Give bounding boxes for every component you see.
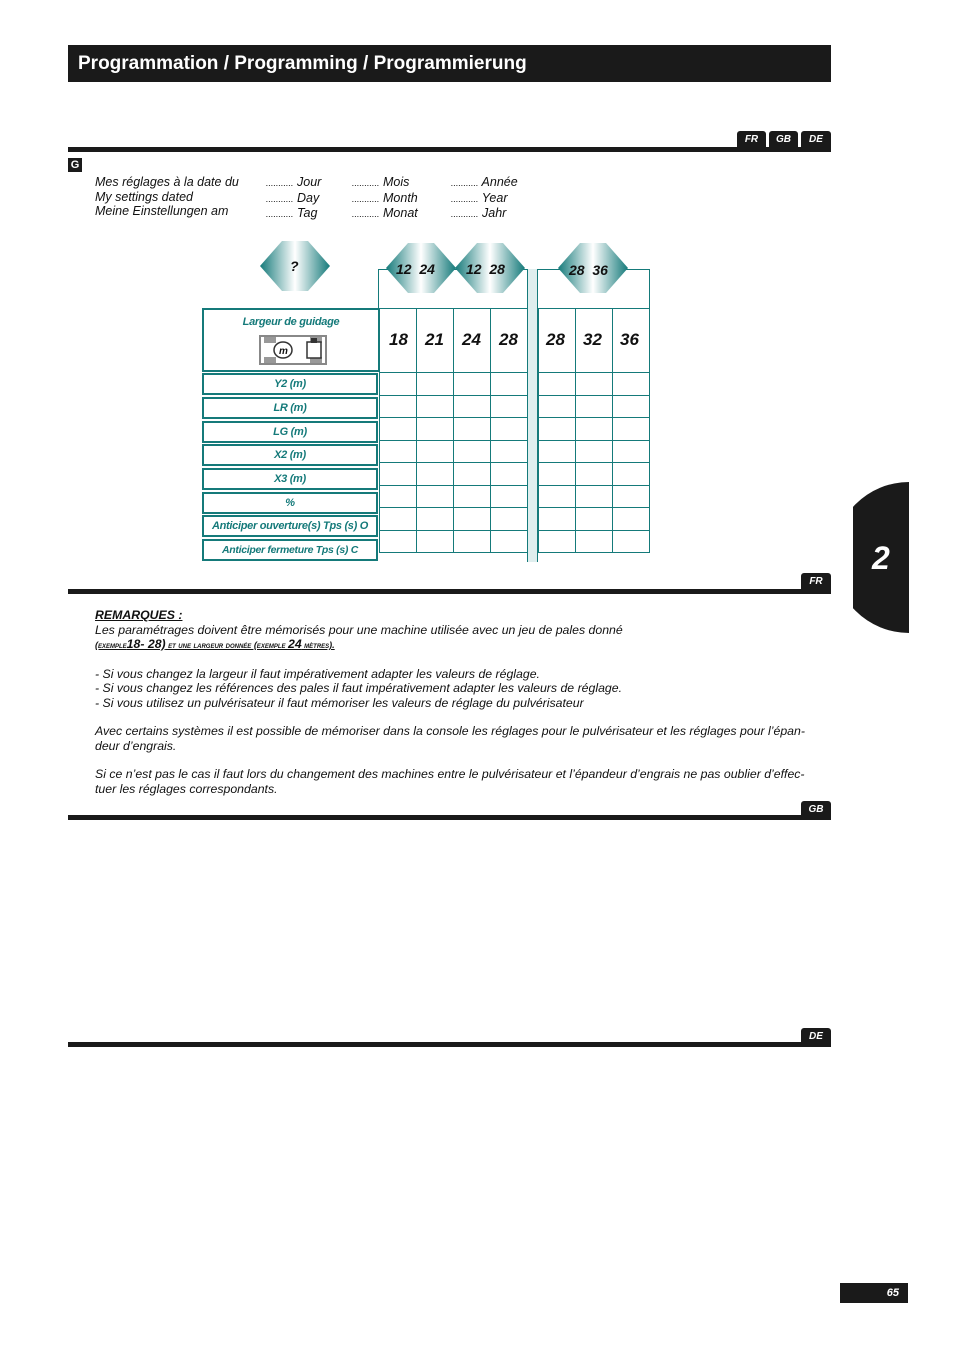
dots: ...........	[352, 178, 380, 188]
section-divider	[68, 589, 831, 594]
vane-b: 36	[592, 262, 608, 278]
lang-tab-gb	[769, 131, 798, 148]
dots: ...........	[451, 209, 479, 219]
chapter-number: 2	[872, 540, 890, 576]
width-value: 32	[583, 330, 602, 349]
input-cell[interactable]	[417, 395, 454, 418]
input-cell[interactable]	[491, 530, 528, 553]
row-label-lr: LR (m)	[202, 397, 378, 419]
width-value: 24	[462, 330, 481, 349]
table-gap-column	[527, 269, 538, 562]
input-cell[interactable]	[380, 485, 417, 508]
year-field[interactable]	[451, 175, 518, 222]
dots: ...........	[352, 209, 380, 219]
input-cell[interactable]	[576, 373, 613, 396]
vane-a: 12	[396, 261, 412, 277]
page-title: Programmation / Programming / Programmierung	[78, 53, 527, 74]
input-cell[interactable]	[539, 373, 576, 396]
dots: ...........	[266, 209, 294, 219]
dots: ...........	[451, 178, 479, 188]
input-cell[interactable]	[491, 373, 528, 396]
remarks-title: REMARQUES :	[95, 608, 183, 622]
input-cell[interactable]	[380, 508, 417, 531]
month-label: Month	[383, 190, 418, 205]
input-cell[interactable]	[539, 395, 576, 418]
input-cell[interactable]	[576, 418, 613, 441]
input-cell[interactable]	[380, 373, 417, 396]
input-cell[interactable]	[613, 395, 650, 418]
input-cell[interactable]	[380, 418, 417, 441]
remarks-paragraph: Avec certains systèmes il est possible de mémoriser dans la console les réglages pour le pulvérisateur et les réglages pour l’épan-deur d’engrais.	[95, 724, 805, 753]
vane-label	[569, 262, 608, 278]
width-value: 36	[620, 330, 639, 349]
day-label: Day	[297, 190, 320, 205]
dots: ...........	[352, 193, 380, 204]
row-label-anticipate-close: Anticiper fermeture Tps (s) C	[202, 539, 378, 561]
example-text: 18- 28)	[126, 637, 166, 651]
vane-a: 12	[466, 261, 482, 277]
dots: ...........	[266, 178, 294, 188]
settings-date-labels	[95, 175, 239, 219]
width-value: 21	[425, 330, 444, 349]
input-cell[interactable]	[576, 508, 613, 531]
width-label-cell	[202, 308, 380, 372]
year-label: Year	[481, 190, 508, 205]
dots: ...........	[451, 193, 479, 204]
input-cell[interactable]	[576, 463, 613, 486]
spreader-width-icon	[258, 332, 328, 368]
month-label: Mois	[383, 175, 410, 189]
row-label-anticipate-open: Anticiper ouverture(s) Tps (s) O	[202, 515, 378, 537]
input-cell[interactable]	[613, 418, 650, 441]
row-label-lg: LG (m)	[202, 421, 378, 443]
chapter-tab	[853, 482, 954, 633]
page-header	[68, 45, 831, 82]
input-cell[interactable]	[454, 485, 491, 508]
vane-label	[466, 261, 505, 277]
question-mark: ?	[290, 258, 299, 274]
remarks-line: Les paramétrages doivent être mémorisés pour une machine utilisée avec un jeu de pales donné	[95, 622, 623, 637]
input-cell[interactable]	[417, 485, 454, 508]
input-cell[interactable]	[539, 463, 576, 486]
year-label: Année	[481, 175, 518, 189]
remarks-block	[95, 608, 825, 796]
section-divider	[68, 815, 831, 820]
input-cell[interactable]	[491, 508, 528, 531]
input-cell[interactable]	[491, 395, 528, 418]
lang-label: FR	[744, 134, 759, 145]
input-cell[interactable]	[613, 463, 650, 486]
width-value: 28	[499, 330, 518, 349]
month-field[interactable]	[352, 175, 418, 222]
width-value: 18	[389, 330, 408, 349]
remarks-paragraph: Si ce n’est pas le cas il faut lors du changement des machines entre le pulvérisateur et l’épandeur d’engrais ne pas oublier d’effec-tuer les réglages correspondants.	[95, 767, 805, 796]
input-cell[interactable]	[454, 508, 491, 531]
remarks-bullet: - Si vous changez les références des pales il faut impérativement adapter les valeurs de réglage.	[95, 681, 623, 695]
day-field[interactable]	[266, 175, 321, 222]
width-label: Largeur de guidage	[242, 316, 340, 328]
input-cell[interactable]	[539, 418, 576, 441]
lang-tab-fr	[737, 131, 766, 148]
input-cell[interactable]	[380, 395, 417, 418]
vane-b: 24	[419, 261, 435, 277]
lang-label: FR	[809, 576, 823, 587]
input-cell[interactable]	[576, 440, 613, 463]
input-cell[interactable]	[380, 463, 417, 486]
date-label-fr: Mes réglages à la date du	[95, 175, 239, 189]
input-cell[interactable]	[539, 530, 576, 553]
input-cell[interactable]	[454, 530, 491, 553]
vane-label	[396, 261, 435, 277]
lang-label: DE	[809, 1031, 823, 1042]
example-text: 24	[287, 637, 302, 651]
lang-tab-de	[801, 131, 831, 148]
input-cell[interactable]	[417, 440, 454, 463]
input-cell[interactable]	[576, 485, 613, 508]
day-label: Tag	[297, 206, 318, 220]
input-cell[interactable]	[380, 440, 417, 463]
input-cell[interactable]	[380, 530, 417, 553]
svg-text:m: m	[279, 346, 288, 357]
month-label: Monat	[383, 206, 418, 220]
date-label-de: Meine Einstellungen am	[95, 204, 229, 218]
input-cell[interactable]	[417, 463, 454, 486]
date-label-gb: My settings dated	[95, 189, 193, 204]
input-cell[interactable]	[454, 373, 491, 396]
row-label-percent: %	[202, 492, 378, 514]
input-cell[interactable]	[417, 418, 454, 441]
page-number: 65	[840, 1283, 908, 1303]
input-cell[interactable]	[539, 485, 576, 508]
section-divider	[68, 1042, 831, 1047]
input-cell[interactable]	[417, 508, 454, 531]
input-cell[interactable]	[491, 485, 528, 508]
example-text: et une largeur donnée (exemple	[165, 640, 288, 650]
input-cell[interactable]	[613, 530, 650, 553]
input-cell[interactable]	[576, 395, 613, 418]
example-text: mètres).	[301, 640, 335, 650]
input-cell[interactable]	[491, 440, 528, 463]
input-cell[interactable]	[613, 508, 650, 531]
remarks-example	[95, 637, 825, 653]
input-cell[interactable]	[613, 440, 650, 463]
input-cell[interactable]	[491, 463, 528, 486]
width-value: 28	[546, 330, 565, 349]
row-label-y2: Y2 (m)	[202, 373, 378, 395]
lang-tab-fr-section	[801, 573, 831, 590]
example-text: (exemple	[95, 640, 127, 650]
input-cell[interactable]	[576, 530, 613, 553]
input-cell[interactable]	[613, 373, 650, 396]
input-cell[interactable]	[613, 485, 650, 508]
input-cell[interactable]	[454, 440, 491, 463]
day-label: Jour	[297, 175, 322, 189]
input-cell[interactable]	[454, 463, 491, 486]
remarks-bullet: - Si vous changez la largeur il faut impérativement adapter les valeurs de réglage.	[95, 666, 540, 681]
input-cell[interactable]	[454, 418, 491, 441]
lang-label: GB	[808, 804, 824, 815]
input-cell[interactable]	[454, 395, 491, 418]
lang-label: GB	[776, 134, 791, 145]
input-cell[interactable]	[491, 418, 528, 441]
section-letter: G	[68, 158, 82, 172]
row-label-x2: X2 (m)	[202, 444, 378, 466]
dots: ...........	[266, 193, 294, 204]
vane-b: 28	[489, 261, 505, 277]
year-label: Jahr	[482, 206, 507, 220]
vane-a: 28	[569, 262, 585, 278]
input-cell[interactable]	[417, 530, 454, 553]
row-label-x3: X3 (m)	[202, 468, 378, 490]
input-cell[interactable]	[417, 373, 454, 396]
lang-label: DE	[809, 134, 823, 145]
section-divider	[68, 147, 831, 152]
input-cell[interactable]	[539, 440, 576, 463]
input-cell[interactable]	[539, 508, 576, 531]
remarks-bullet: - Si vous utilisez un pulvérisateur il faut mémoriser les valeurs de réglage du pulvérisateur	[95, 695, 584, 710]
